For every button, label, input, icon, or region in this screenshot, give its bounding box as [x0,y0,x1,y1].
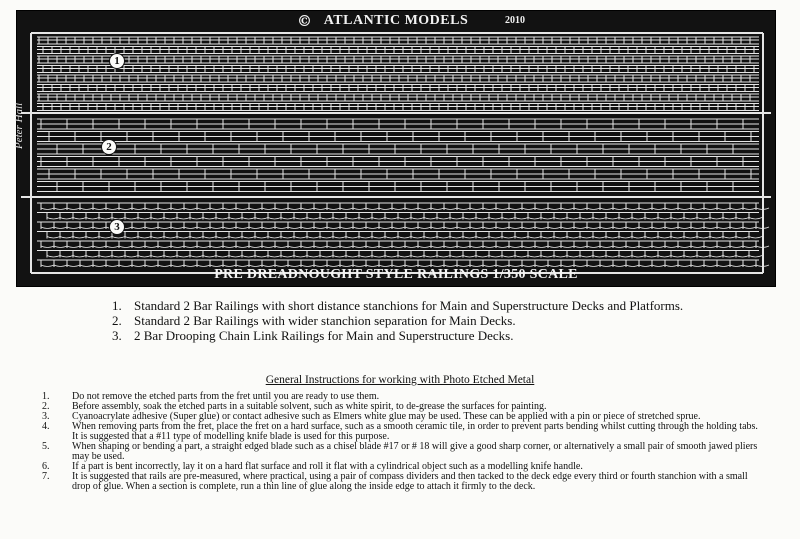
legend-number: 1. [112,298,122,313]
instruction-number: 2. [42,401,50,412]
instruction-text: Cyanoacrylate adhesive (Super glue) or contact adhesive such as Elmers white glue may be used. These can be applied with a pin or piece of stretched sprue. [72,411,701,422]
legend-number: 3. [112,328,122,343]
instruction-item [42,422,758,442]
photo-etch-fret [13,10,776,287]
instruction-number: 1. [42,391,50,402]
fret-railings-drawing [17,11,775,286]
legend-item [112,313,683,328]
fret-signature: Peter Hall [13,102,25,149]
instruction-number: 6. [42,461,50,472]
instruction-item [42,442,758,462]
instruction-text: If a part is bent incorrectly, lay it on a hard flat surface and roll it flat with a cylindrical object such as a modelling knife handle. [72,461,583,472]
instruction-text: Do not remove the etched parts from the fret until you are ready to use them. [72,391,380,402]
instruction-text: When shaping or bending a part, a straight edged blade such as a chisel blade #17 or # 18 will give a good sharp corner, or alternatively a small pair of smooth jawed pliers may be used. [72,441,758,462]
instructions-list [42,392,758,492]
instruction-number: 7. [42,471,50,482]
instruction-text: Before assembly, soak the etched parts in a suitable solvent, such as white spirit, to de-grease the surfaces for painting. [72,401,547,412]
railing-legend [112,298,683,343]
section-marker-1: 1 [109,53,125,69]
fret-year: 2010 [505,15,525,26]
legend-item [112,298,683,313]
instruction-text: When removing parts from the fret, place the fret on a hard surface, such as a smooth ceramic tile, in order to prevent parts bending whilst cutting through the holding tabs. It is suggested that a #11 type of modelling knife blade is used for this purpose. [72,421,758,442]
instructions-heading: General Instructions for working with Photo Etched Metal [265,374,535,386]
legend-text: 2 Bar Drooping Chain Link Railings for Main and Superstructure Decks. [134,328,514,343]
instruction-number: 3. [42,411,50,422]
instruction-item [42,472,758,492]
legend-text: Standard 2 Bar Railings with short distance stanchions for Main and Superstructure Decks and Platforms. [134,298,684,313]
legend-text: Standard 2 Bar Railings with wider stanchion separation for Main Decks. [134,313,516,328]
section-marker-3: 3 [109,219,125,235]
fret-caption: PRE DREADNOUGHT STYLE RAILINGS 1/350 SCALE [214,267,578,282]
fret-brand: ATLANTIC MODELS [323,13,469,28]
instruction-text: It is suggested that rails are pre-measured, where practical, using a pair of compass dividers and then tacked to the deck edge every third or fourth stanchion with a small drop of glue. When a section is complete, run a thin line of glue along the inside edge to attach it firmly to the deck. [72,471,748,492]
instruction-number: 5. [42,441,50,452]
legend-number: 2. [112,313,122,328]
legend-item [112,328,683,343]
section-marker-2: 2 [101,139,117,155]
copyright-symbol: © [297,12,312,30]
instruction-number: 4. [42,421,50,432]
